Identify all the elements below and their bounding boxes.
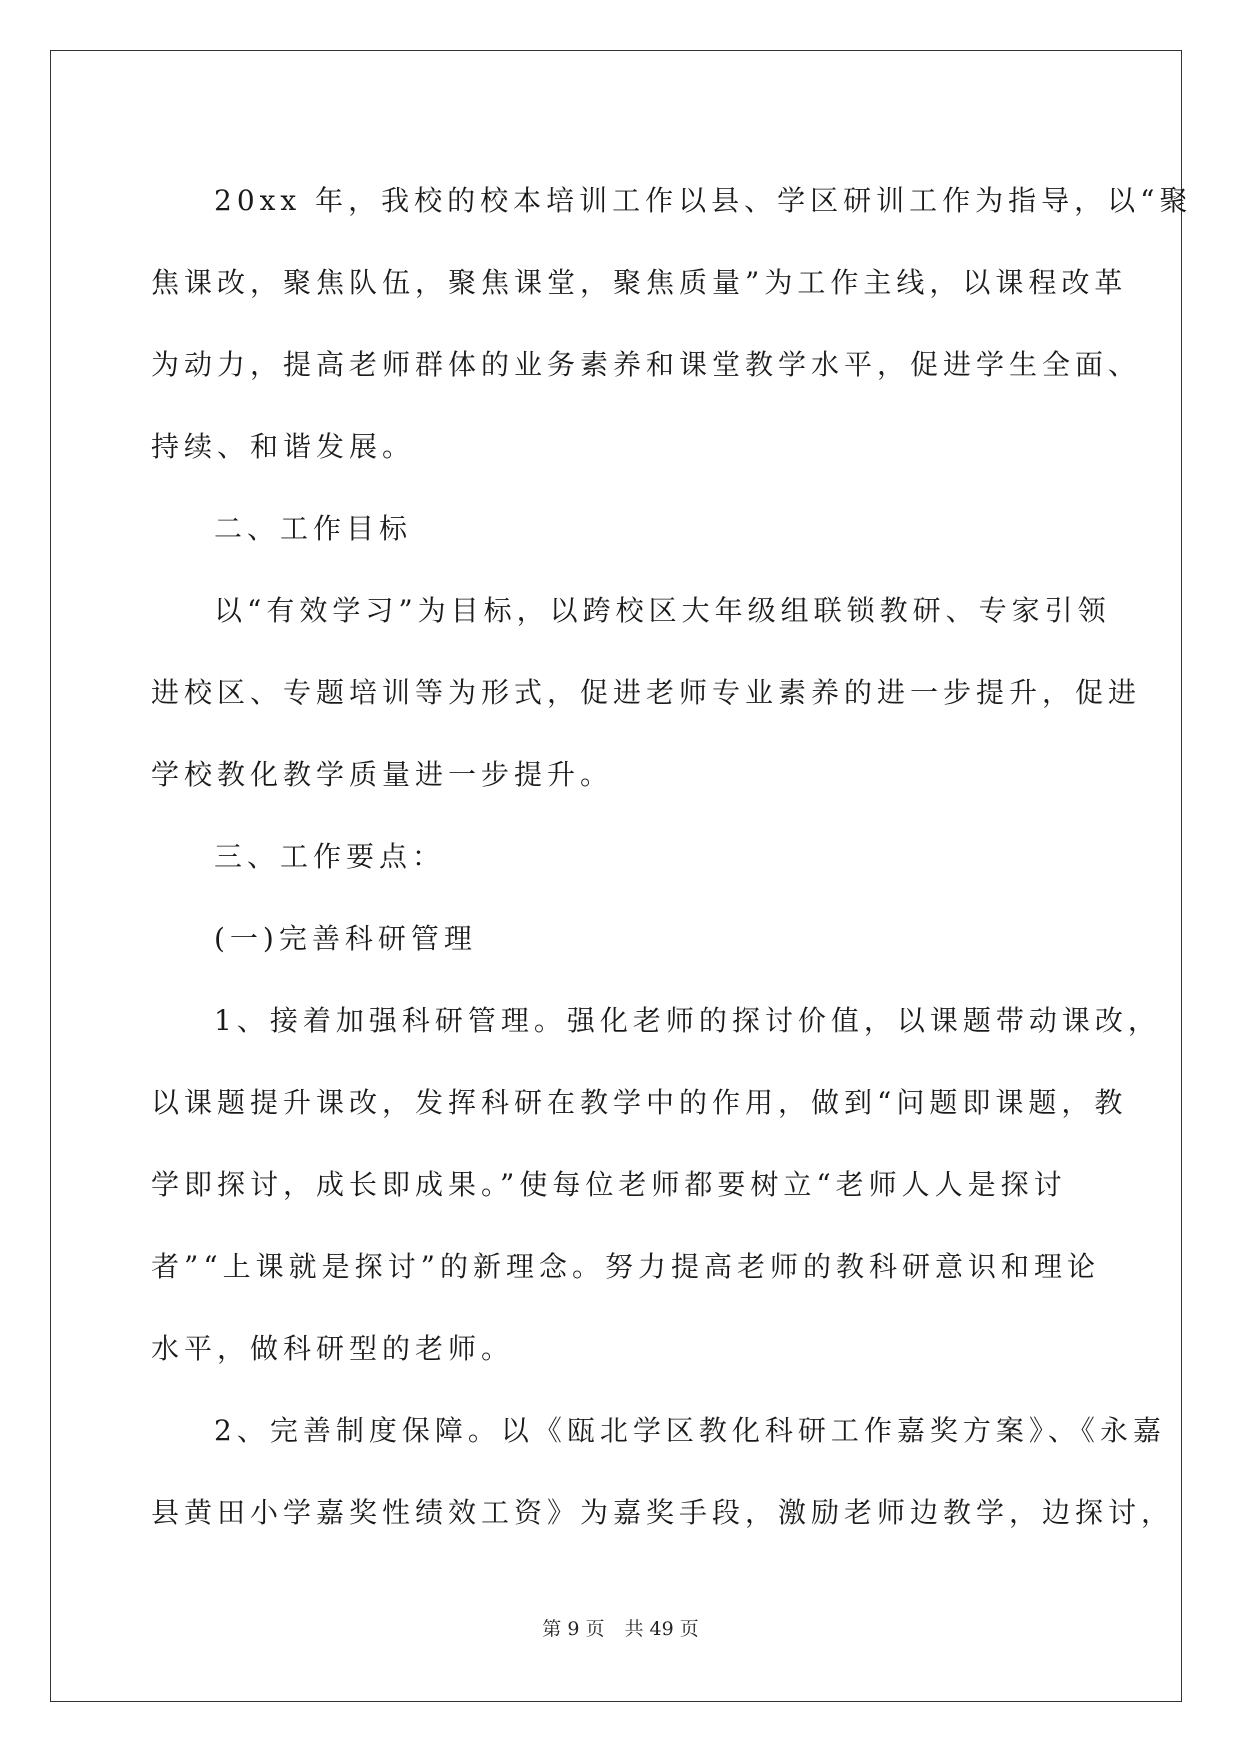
document-body (151, 160, 1193, 1554)
text-line: 者”“上课就是探讨”的新理念。努力提高老师的教科研意识和理论 (151, 1250, 1100, 1283)
text-line: 以课题提升课改，发挥科研在教学中的作用，做到“问题即课题，教 (151, 1086, 1128, 1119)
text-line: 学校教化教学质量进一步提升。 (151, 758, 614, 791)
paragraph-point-1 (151, 980, 1161, 1390)
paragraph-point-2 (151, 1390, 1175, 1554)
page-footer (0, 1614, 1241, 1641)
page-number: 第 9 页 (542, 1618, 605, 1640)
page-total: 共 49 页 (624, 1618, 699, 1640)
text-line: 学即探讨，成长即成果。”使每位老师都要树立“老师人人是探讨 (151, 1168, 1067, 1201)
paragraph-heading-2 (151, 488, 1086, 570)
text-line: 二、工作目标 (214, 512, 413, 545)
text-line: 2、完善制度保障。以《瓯北学区教化科研工作嘉奖方案》、《永嘉 (214, 1414, 1166, 1447)
text-line: (一)完善科研管理 (214, 922, 477, 955)
paragraph-goal (151, 570, 1142, 816)
paragraph-heading-3 (151, 816, 1086, 898)
paragraph-heading-3-1 (151, 898, 1086, 980)
text-line: 水平，做科研型的老师。 (151, 1332, 515, 1365)
text-line: 县黄田小学嘉奖性绩效工资》为嘉奖手段，激励老师边教学，边探讨， (151, 1496, 1175, 1529)
text-line: 进校区、专题培训等为形式，促进老师专业素养的进一步提升，促进 (151, 676, 1142, 709)
text-line: 三、工作要点： (214, 840, 446, 873)
text-line: 20xx 年，我校的校本培训工作以县、学区研训工作为指导，以“聚 (214, 184, 1193, 217)
text-line: 以“有效学习”为目标，以跨校区大年级组联锁教研、专家引领 (214, 594, 1111, 627)
text-line: 焦课改，聚焦队伍，聚焦课堂，聚焦质量”为工作主线，以课程改革 (151, 266, 1128, 299)
text-line: 1、接着加强科研管理。强化老师的探讨价值，以课题带动课改， (214, 1004, 1161, 1037)
text-line: 持续、和谐发展。 (151, 430, 416, 463)
paragraph-intro (151, 160, 1193, 488)
text-line: 为动力，提高老师群体的业务素养和课堂教学水平，促进学生全面、 (151, 348, 1142, 381)
